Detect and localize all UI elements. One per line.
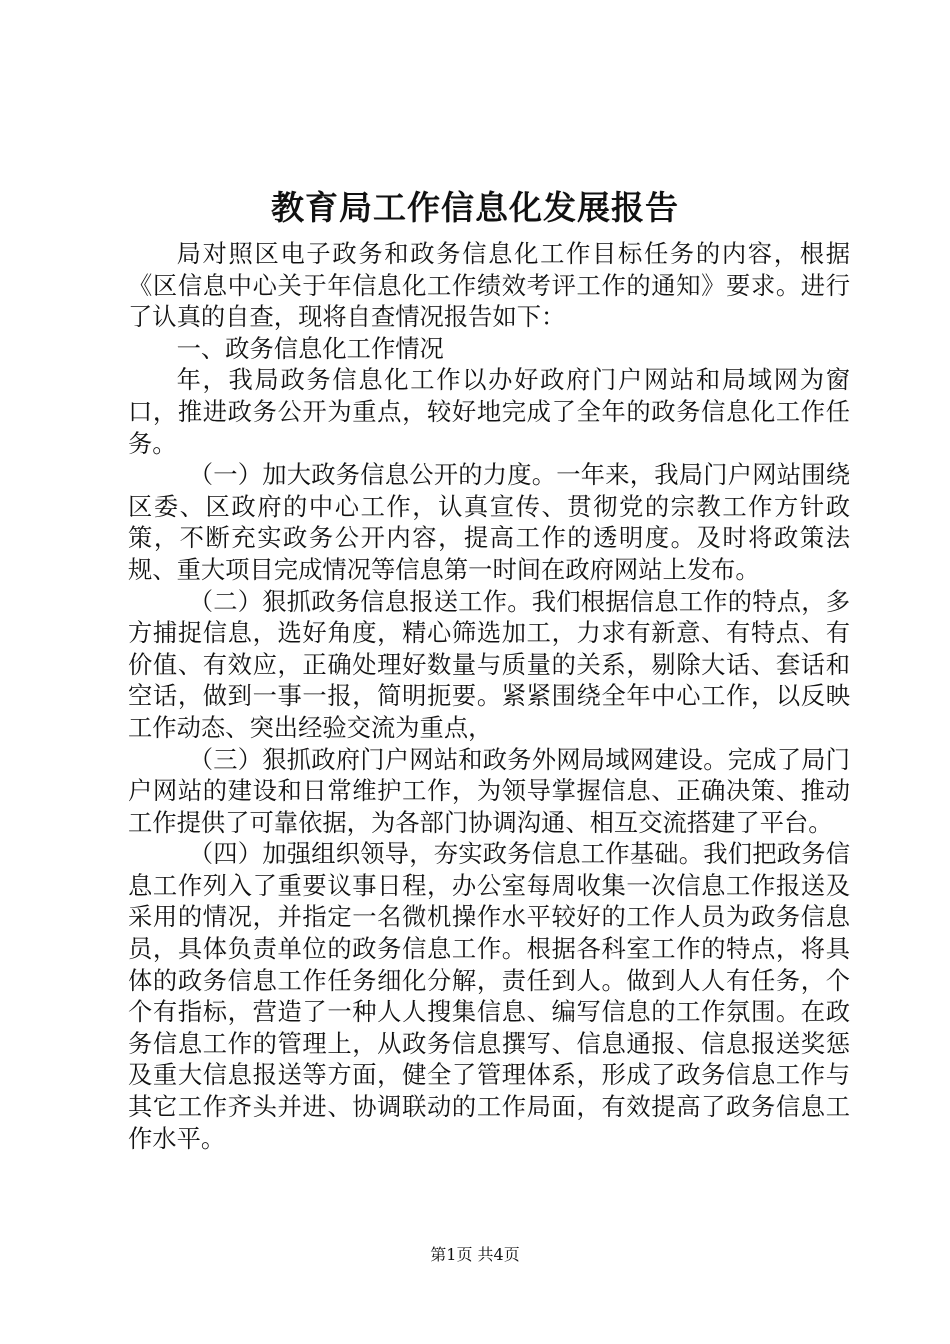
paragraph-item-1: （一）加大政务信息公开的力度。一年来，我局门户网站围绕区委、区政府的中心工作，认真宣传、贯彻党的宗教工作方针政策，不断充实政务公开内容，提高工作的透明度。及时将政策法规、重大项目完成情况等信息第一时间在政府网站上发布。 [128,460,850,584]
page-number-footer: 第1页 共4页 [430,1245,520,1264]
section-heading: 一、政务信息化工作情况 [176,333,444,363]
paragraph-item-4: （四）加强组织领导，夯实政务信息工作基础。我们把政务信息工作列入了重要议事日程，办公室每周收集一次信息工作报送及采用的情况，并指定一名微机操作水平较好的工作人员为政务信息员，具体负责单位的政务信息工作。根据各科室工作的特点，将具体的政务信息工作任务细化分解，责任到人。做到人人有任务，个个有指标，营造了一种人人搜集信息、编写信息的工作氛围。在政务信息工作的管理上，从政务信息撰写、信息通报、信息报送奖惩及重大信息报送等方面，健全了管理体系，形成了政务信息工作与其它工作齐头并进、协调联动的工作局面，有效提高了政务信息工作水平。 [128,839,850,1153]
document-title: 教育局工作信息化发展报告 [271,188,679,227]
document-body [128,238,850,1154]
paragraph-intro: 局对照区电子政务和政务信息化工作目标任务的内容，根据《区信息中心关于年信息化工作绩效考评工作的通知》要求。进行了认真的自查，现将自查情况报告如下： [128,239,850,332]
paragraph-item-3: （三）狠抓政府门户网站和政务外网局域网建设。完成了局门户网站的建设和日常维护工作，为领导掌握信息、正确决策、推动工作提供了可靠依据，为各部门协调沟通、相互交流搭建了平台。 [128,744,850,837]
paragraph-item-2: （二）狠抓政务信息报送工作。我们根据信息工作的特点，多方捕捉信息，选好角度，精心筛选加工，力求有新意、有特点、有价值、有效应，正确处理好数量与质量的关系，剔除大话、套话和空话，做到一事一报，简明扼要。紧紧围绕全年中心工作，以反映工作动态、突出经验交流为重点， [128,586,850,742]
paragraph-overview: 年，我局政务信息化工作以办好政府门户网站和局域网为窗口，推进政务公开为重点，较好地完成了全年的政务信息化工作任务。 [128,365,850,458]
